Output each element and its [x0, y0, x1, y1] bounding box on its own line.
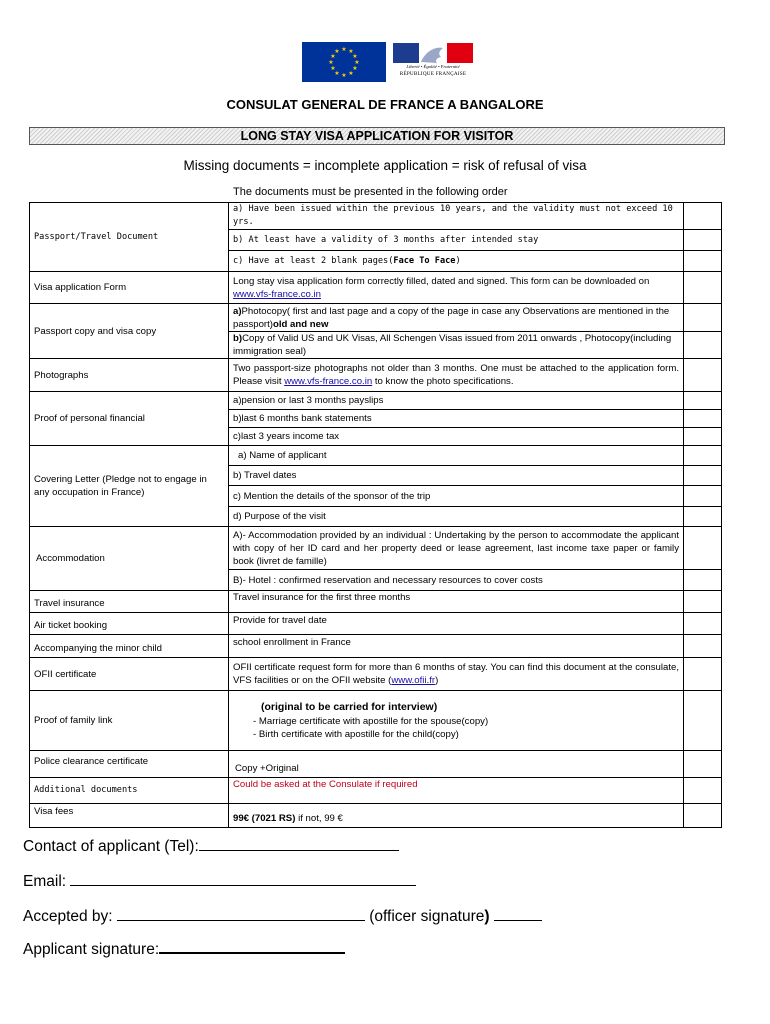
table-row	[30, 751, 722, 778]
table-row	[30, 203, 722, 230]
table-row	[30, 392, 722, 410]
checkbox-cell[interactable]	[684, 466, 722, 486]
checkbox-cell[interactable]	[684, 570, 722, 591]
contact-field[interactable]	[199, 836, 399, 851]
form-title: LONG STAY VISA APPLICATION FOR VISITOR	[29, 127, 725, 145]
republic-name: RÉPUBLIQUE FRANÇAISE	[399, 71, 467, 77]
requirement-text: Copy +Original	[229, 751, 684, 778]
requirement-text: a)pension or last 3 months payslips	[229, 392, 684, 410]
checkbox-cell[interactable]	[684, 230, 722, 251]
svg-text:★: ★	[328, 59, 334, 66]
requirement-text: d) Purpose of the visit	[229, 507, 684, 527]
requirement-text: 99€ (7021 RS) if not, 99 €	[229, 804, 684, 828]
requirement-text: b) Travel dates	[229, 466, 684, 486]
requirement-text: Could be asked at the Consulate if required	[229, 778, 684, 804]
requirement-text: b)last 6 months bank statements	[229, 410, 684, 428]
requirement-text: Travel insurance for the first three months	[229, 591, 684, 613]
vfs-photo-link[interactable]: www.vfs-france.co.in	[284, 376, 373, 387]
requirement-text: c) Have at least 2 blank pages(Face To Face)	[229, 251, 684, 272]
svg-text:★: ★	[348, 48, 354, 55]
checkbox-cell[interactable]	[684, 751, 722, 778]
email-field[interactable]	[70, 871, 416, 886]
checkbox-cell[interactable]	[684, 658, 722, 691]
order-note: The documents must be presented in the following order	[233, 186, 508, 198]
row-label: Accompanying the minor child	[30, 635, 229, 658]
table-row	[30, 658, 722, 691]
table-row	[30, 613, 722, 635]
applicant-label: Applicant signature:	[23, 941, 160, 958]
checkbox-cell[interactable]	[684, 778, 722, 804]
svg-text:★: ★	[352, 65, 358, 72]
svg-text:★: ★	[354, 59, 360, 66]
requirement-text: A)- Accommodation provided by an individual : Undertaking by the person to accommodate the applicant with copy of her ID card and her property deed or lease agreement, last income taxe paper or family book (livret de famille)	[229, 527, 684, 570]
row-label: Additional documents	[30, 778, 229, 804]
marianne-logo	[391, 42, 475, 82]
email-label: Email:	[23, 873, 67, 890]
email-line	[23, 871, 416, 891]
accepted-by-field[interactable]	[117, 906, 365, 921]
checkbox-cell[interactable]	[684, 613, 722, 635]
officer-label: (officer signature	[369, 908, 485, 925]
svg-text:★: ★	[341, 46, 347, 53]
row-label: Air ticket booking	[30, 613, 229, 635]
row-label: Passport copy and visa copy	[30, 304, 229, 359]
row-label: Accommodation	[30, 527, 229, 591]
applicant-signature-field[interactable]	[159, 938, 345, 954]
checkbox-cell[interactable]	[684, 304, 722, 332]
checkbox-cell[interactable]	[684, 410, 722, 428]
requirement-text: a) Have been issued within the previous 10 years, and the validity must not exceed 10 yrs.	[229, 203, 684, 230]
checkbox-cell[interactable]	[684, 203, 722, 230]
row-label: Covering Letter (Pledge not to engage in any occupation in France)	[30, 446, 229, 527]
row-label: Travel insurance	[30, 591, 229, 613]
svg-text:★: ★	[330, 53, 336, 60]
accepted-label: Accepted by:	[23, 908, 113, 925]
checkbox-cell[interactable]	[684, 527, 722, 570]
requirement-text: B)- Hotel : confirmed reservation and necessary resources to cover costs	[229, 570, 684, 591]
requirement-text: a)Photocopy( first and last page and a copy of the page in case any Observations are mentioned in the passport)old and new	[229, 304, 684, 332]
republic-motto: Liberté • Égalité • Fraternité	[406, 64, 460, 69]
requirement-text: b)Copy of Valid US and UK Visas, All Schengen Visas issued from 2011 onwards , Photocopy(including immigration seal)	[229, 332, 684, 359]
checkbox-cell[interactable]	[684, 486, 722, 507]
checkbox-cell[interactable]	[684, 359, 722, 392]
family-heading: (original to be carried for interview)	[261, 701, 438, 713]
requirement-text	[229, 691, 684, 751]
svg-text:★: ★	[334, 70, 340, 77]
checkbox-cell[interactable]	[684, 591, 722, 613]
table-row	[30, 635, 722, 658]
requirement-text: Long stay visa application form correctly filled, dated and signed. This form can be downloaded on www.vfs-france.co.in	[229, 272, 684, 304]
checkbox-cell[interactable]	[684, 251, 722, 272]
requirement-text: Provide for travel date	[229, 613, 684, 635]
contact-line	[23, 836, 399, 856]
svg-text:★: ★	[330, 65, 336, 72]
svg-text:★: ★	[352, 53, 358, 60]
requirement-text: c)last 3 years income tax	[229, 428, 684, 446]
family-line: - Birth certificate with apostille for the child(copy)	[253, 729, 459, 740]
documents-table	[29, 202, 722, 828]
table-row	[30, 591, 722, 613]
requirement-text: OFII certificate request form for more than 6 months of stay. You can find this document at the consulate, VFS facilities or on the OFII website (www.ofii.fr)	[229, 658, 684, 691]
checkbox-cell[interactable]	[684, 332, 722, 359]
row-label: OFII certificate	[30, 658, 229, 691]
checkbox-cell[interactable]	[684, 392, 722, 410]
checkbox-cell[interactable]	[684, 691, 722, 751]
vfs-link[interactable]: www.vfs-france.co.in	[233, 288, 321, 300]
table-row	[30, 804, 722, 828]
svg-text:★: ★	[348, 70, 354, 77]
table-row	[30, 272, 722, 304]
contact-label: Contact of applicant (Tel):	[23, 838, 199, 855]
row-label: Passport/Travel Document	[30, 203, 229, 272]
table-row	[30, 691, 722, 751]
requirement-text: b) At least have a validity of 3 months after intended stay	[229, 230, 684, 251]
svg-text:★: ★	[341, 72, 347, 79]
table-row	[30, 527, 722, 570]
checkbox-cell[interactable]	[684, 446, 722, 466]
table-row	[30, 778, 722, 804]
row-label: Visa fees	[30, 804, 229, 828]
svg-text:★: ★	[334, 48, 340, 55]
row-label: Police clearance certificate	[30, 751, 229, 778]
checkbox-cell[interactable]	[684, 272, 722, 304]
requirement-text: Two passport-size photographs not older than 3 months. One must be attached to the application form. Please visit www.vfs-france.co.in to know the photo specifications.	[229, 359, 684, 392]
checkbox-cell[interactable]	[684, 428, 722, 446]
eu-flag-logo	[302, 42, 386, 82]
table-row	[30, 304, 722, 332]
row-label: Proof of personal financial	[30, 392, 229, 446]
family-line: - Marriage certificate with apostille for the spouse(copy)	[253, 716, 489, 727]
row-label: Visa application Form	[30, 272, 229, 304]
checkbox-cell[interactable]	[684, 635, 722, 658]
table-row	[30, 446, 722, 466]
checkbox-cell[interactable]	[684, 507, 722, 527]
requirement-text: c) Mention the details of the sponsor of the trip	[229, 486, 684, 507]
consulate-heading: CONSULAT GENERAL DE FRANCE A BANGALORE	[226, 97, 544, 112]
row-label: Photographs	[30, 359, 229, 392]
applicant-line	[23, 938, 345, 959]
warning-text: Missing documents = incomplete application = risk of refusal of visa	[183, 158, 587, 173]
requirement-text: a) Name of applicant	[229, 446, 684, 466]
ofii-link[interactable]: www.ofii.fr	[391, 675, 436, 686]
officer-signature-field[interactable]	[494, 906, 542, 921]
requirement-text: school enrollment in France	[229, 635, 684, 658]
table-row	[30, 359, 722, 392]
row-label: Proof of family link	[30, 691, 229, 751]
accepted-line: Accepted by: (officer signature)	[23, 906, 542, 926]
checkbox-cell[interactable]	[684, 804, 722, 828]
